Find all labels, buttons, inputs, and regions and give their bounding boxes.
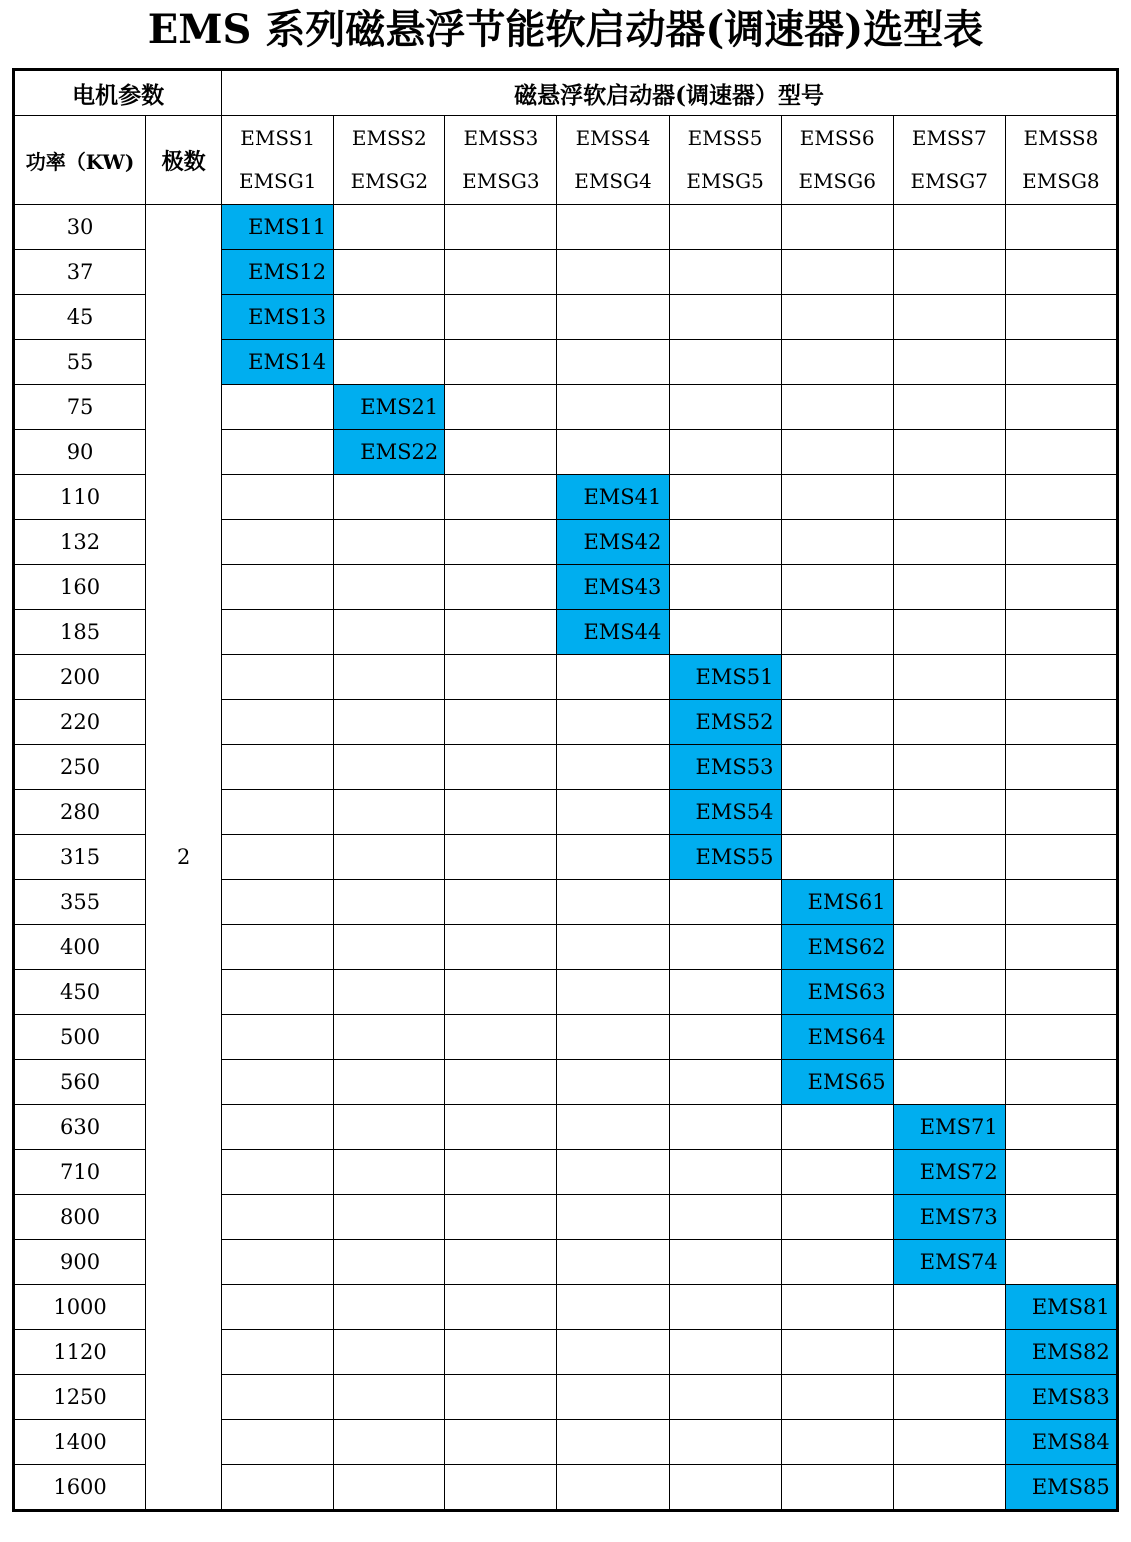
series-s-label: EMSS1: [240, 126, 316, 150]
model-cell-empty: [669, 610, 781, 655]
model-cell-empty: [557, 1330, 669, 1375]
model-cell-empty: [893, 1420, 1005, 1465]
model-cell-empty: [557, 385, 669, 430]
power-cell: 355: [14, 880, 146, 925]
model-cell-empty: [1005, 835, 1117, 880]
model-cell-empty: [222, 1465, 334, 1511]
page-title: EMS 系列磁悬浮节能软启动器(调速器)选型表: [147, 6, 984, 53]
model-cell-empty: [669, 1150, 781, 1195]
model-cell-empty: [1005, 700, 1117, 745]
model-cell-selected: EMS64: [781, 1015, 893, 1060]
model-cell-empty: [669, 925, 781, 970]
model-cell-empty: [557, 430, 669, 475]
model-column-header: [557, 116, 669, 205]
model-cell-selected: EMS43: [557, 565, 669, 610]
model-cell-empty: [1005, 1105, 1117, 1150]
model-cell-empty: [1005, 385, 1117, 430]
model-cell-empty: [893, 1285, 1005, 1330]
model-cell-empty: [334, 745, 445, 790]
model-cell-empty: [669, 430, 781, 475]
model-cell-selected: EMS22: [334, 430, 445, 475]
model-cell-empty: [1005, 520, 1117, 565]
model-cell-empty: [669, 385, 781, 430]
model-cell-empty: [1005, 1195, 1117, 1240]
model-cell-empty: [445, 880, 557, 925]
model-cell-empty: [557, 970, 669, 1015]
model-cell-selected: EMS13: [222, 295, 334, 340]
model-column-header: [1005, 116, 1117, 205]
model-cell-empty: [893, 1060, 1005, 1105]
power-cell: 250: [14, 745, 146, 790]
model-cell-selected: EMS72: [893, 1150, 1005, 1195]
power-cell: 185: [14, 610, 146, 655]
model-cell-empty: [781, 655, 893, 700]
model-cell-empty: [445, 1150, 557, 1195]
pole-cell: 2: [146, 205, 222, 1511]
model-cell-empty: [781, 610, 893, 655]
header-row-2: [14, 116, 1118, 205]
pole-header: 极数: [146, 116, 222, 205]
model-cell-empty: [445, 475, 557, 520]
model-cell-empty: [222, 970, 334, 1015]
power-cell: 90: [14, 430, 146, 475]
model-cell-empty: [445, 1420, 557, 1465]
model-cell-empty: [781, 295, 893, 340]
model-cell-empty: [1005, 430, 1117, 475]
model-cell-empty: [669, 1420, 781, 1465]
model-cell-selected: EMS53: [669, 745, 781, 790]
model-cell-empty: [669, 1060, 781, 1105]
model-cell-empty: [669, 340, 781, 385]
model-cell-empty: [893, 250, 1005, 295]
model-cell-empty: [781, 1195, 893, 1240]
power-cell: 1250: [14, 1375, 146, 1420]
model-cell-empty: [557, 1285, 669, 1330]
model-cell-empty: [445, 1015, 557, 1060]
model-cell-empty: [893, 880, 1005, 925]
series-g-label: EMSG1: [238, 169, 317, 193]
model-cell-empty: [669, 250, 781, 295]
series-g-label: EMSG4: [574, 169, 652, 193]
model-cell-empty: [1005, 880, 1117, 925]
model-cell-selected: EMS41: [557, 475, 669, 520]
model-cell-empty: [222, 430, 334, 475]
model-cell-empty: [893, 340, 1005, 385]
power-cell: 280: [14, 790, 146, 835]
model-cell-empty: [334, 655, 445, 700]
power-header: 功率（KW): [14, 116, 146, 205]
series-g-label: EMSG2: [350, 169, 429, 193]
model-cell-empty: [893, 1015, 1005, 1060]
model-cell-empty: [781, 1330, 893, 1375]
power-cell: 1120: [14, 1330, 146, 1375]
model-cell-selected: EMS81: [1005, 1285, 1117, 1330]
model-cell-empty: [893, 790, 1005, 835]
model-cell-empty: [893, 520, 1005, 565]
model-cell-empty: [669, 880, 781, 925]
model-cell-empty: [557, 700, 669, 745]
series-g-label: EMSG5: [686, 169, 764, 193]
model-cell-empty: [557, 1465, 669, 1511]
series-g-label: EMSG8: [1022, 169, 1100, 193]
model-cell-empty: [781, 1420, 893, 1465]
model-cell-empty: [557, 835, 669, 880]
model-cell-empty: [445, 295, 557, 340]
model-cell-empty: [669, 565, 781, 610]
model-cell-empty: [334, 835, 445, 880]
model-cell-empty: [222, 385, 334, 430]
model-cell-selected: EMS14: [222, 340, 334, 385]
model-cell-empty: [781, 1150, 893, 1195]
power-cell: 45: [14, 295, 146, 340]
model-cell-empty: [781, 1105, 893, 1150]
model-cell-empty: [445, 520, 557, 565]
series-g-label: EMSG6: [798, 169, 876, 193]
model-cell-empty: [557, 1375, 669, 1420]
power-cell: 132: [14, 520, 146, 565]
model-cell-empty: [445, 250, 557, 295]
model-cell-empty: [893, 1330, 1005, 1375]
model-cell-empty: [334, 925, 445, 970]
model-cell-empty: [557, 745, 669, 790]
table-row: [14, 205, 1118, 250]
model-cell-empty: [222, 1060, 334, 1105]
model-cell-empty: [445, 1060, 557, 1105]
model-cell-empty: [334, 1285, 445, 1330]
model-cell-empty: [669, 970, 781, 1015]
model-cell-empty: [781, 565, 893, 610]
model-cell-empty: [1005, 1015, 1117, 1060]
model-cell-empty: [893, 610, 1005, 655]
model-cell-empty: [557, 1150, 669, 1195]
model-cell-empty: [222, 700, 334, 745]
model-cell-selected: EMS12: [222, 250, 334, 295]
series-s-label: EMSS2: [351, 126, 427, 150]
model-cell-empty: [334, 1060, 445, 1105]
model-cell-empty: [669, 1375, 781, 1420]
power-cell: 220: [14, 700, 146, 745]
model-cell-empty: [781, 700, 893, 745]
model-cell-empty: [1005, 1060, 1117, 1105]
model-cell-empty: [893, 295, 1005, 340]
model-column-header: [334, 116, 445, 205]
power-cell: 30: [14, 205, 146, 250]
power-cell: 75: [14, 385, 146, 430]
model-cell-empty: [781, 205, 893, 250]
model-cell-empty: [557, 1015, 669, 1060]
motor-params-header: 电机参数: [14, 70, 222, 116]
model-cell-empty: [669, 295, 781, 340]
model-cell-empty: [893, 475, 1005, 520]
model-cell-empty: [893, 655, 1005, 700]
model-cell-empty: [222, 1420, 334, 1465]
model-cell-empty: [334, 1195, 445, 1240]
model-cell-empty: [334, 970, 445, 1015]
model-cell-empty: [334, 340, 445, 385]
model-cell-empty: [222, 475, 334, 520]
model-cell-empty: [334, 700, 445, 745]
model-cell-empty: [893, 205, 1005, 250]
series-s-label: EMSS5: [687, 126, 763, 150]
model-cell-empty: [222, 880, 334, 925]
model-cell-empty: [222, 610, 334, 655]
model-cell-empty: [669, 1015, 781, 1060]
model-cell-empty: [669, 1330, 781, 1375]
model-cell-empty: [781, 475, 893, 520]
model-cell-empty: [557, 205, 669, 250]
model-cell-empty: [781, 1285, 893, 1330]
model-cell-empty: [893, 835, 1005, 880]
model-cell-empty: [557, 1420, 669, 1465]
model-cell-selected: EMS84: [1005, 1420, 1117, 1465]
model-cell-empty: [222, 1195, 334, 1240]
model-cell-empty: [445, 1375, 557, 1420]
power-cell: 160: [14, 565, 146, 610]
model-cell-selected: EMS63: [781, 970, 893, 1015]
model-cell-empty: [222, 1150, 334, 1195]
model-cell-empty: [1005, 475, 1117, 520]
model-cell-empty: [557, 790, 669, 835]
model-cell-empty: [334, 295, 445, 340]
model-cell-empty: [334, 565, 445, 610]
model-cell-empty: [1005, 340, 1117, 385]
model-cell-empty: [1005, 745, 1117, 790]
model-cell-empty: [1005, 250, 1117, 295]
model-cell-empty: [893, 970, 1005, 1015]
model-cell-empty: [1005, 925, 1117, 970]
model-cell-empty: [781, 520, 893, 565]
model-cell-empty: [893, 1465, 1005, 1511]
model-cell-empty: [1005, 295, 1117, 340]
model-column-header: [781, 116, 893, 205]
model-cell-empty: [893, 430, 1005, 475]
model-cell-selected: EMS85: [1005, 1465, 1117, 1511]
power-cell: 800: [14, 1195, 146, 1240]
header-row-1: [14, 70, 1118, 116]
model-cell-empty: [557, 1060, 669, 1105]
model-column-header: [669, 116, 781, 205]
series-s-label: EMSS6: [799, 126, 875, 150]
model-cell-empty: [334, 790, 445, 835]
model-cell-selected: EMS65: [781, 1060, 893, 1105]
model-cell-empty: [557, 880, 669, 925]
model-cell-empty: [557, 1240, 669, 1285]
model-column-header: [222, 116, 334, 205]
model-cell-empty: [222, 655, 334, 700]
power-cell: 200: [14, 655, 146, 700]
model-cell-empty: [445, 385, 557, 430]
model-cell-empty: [445, 205, 557, 250]
model-cell-empty: [781, 340, 893, 385]
model-cell-empty: [222, 1330, 334, 1375]
model-cell-empty: [669, 475, 781, 520]
model-cell-empty: [557, 295, 669, 340]
model-cell-empty: [781, 745, 893, 790]
table-body: [14, 70, 1118, 1511]
model-cell-empty: [1005, 1240, 1117, 1285]
model-cell-empty: [669, 1465, 781, 1511]
model-cell-empty: [334, 205, 445, 250]
power-cell: 37: [14, 250, 146, 295]
model-cell-empty: [334, 1420, 445, 1465]
model-cell-selected: EMS73: [893, 1195, 1005, 1240]
model-cell-selected: EMS11: [222, 205, 334, 250]
model-cell-empty: [1005, 565, 1117, 610]
model-cell-selected: EMS44: [557, 610, 669, 655]
model-cell-empty: [445, 1465, 557, 1511]
model-cell-empty: [222, 1015, 334, 1060]
model-cell-selected: EMS61: [781, 880, 893, 925]
model-cell-empty: [445, 745, 557, 790]
model-cell-empty: [781, 250, 893, 295]
model-cell-empty: [1005, 1150, 1117, 1195]
model-cell-selected: EMS74: [893, 1240, 1005, 1285]
model-cell-empty: [669, 1240, 781, 1285]
series-s-label: EMSS7: [911, 126, 987, 150]
model-cell-empty: [893, 745, 1005, 790]
model-cell-empty: [781, 835, 893, 880]
power-cell: 110: [14, 475, 146, 520]
model-cell-empty: [557, 340, 669, 385]
model-cell-empty: [222, 1375, 334, 1420]
model-cell-empty: [893, 700, 1005, 745]
model-cell-selected: EMS71: [893, 1105, 1005, 1150]
series-s-label: EMSS4: [575, 126, 651, 150]
model-cell-empty: [669, 520, 781, 565]
power-cell: 560: [14, 1060, 146, 1105]
model-cell-selected: EMS82: [1005, 1330, 1117, 1375]
model-cell-empty: [893, 925, 1005, 970]
model-cell-empty: [557, 655, 669, 700]
model-cell-selected: EMS51: [669, 655, 781, 700]
model-column-header: [893, 116, 1005, 205]
model-cell-empty: [445, 700, 557, 745]
power-cell: 900: [14, 1240, 146, 1285]
model-cell-empty: [222, 925, 334, 970]
power-cell: 315: [14, 835, 146, 880]
model-cell-empty: [334, 1150, 445, 1195]
model-cell-empty: [781, 430, 893, 475]
power-cell: 710: [14, 1150, 146, 1195]
model-cell-empty: [1005, 610, 1117, 655]
model-cell-empty: [781, 1375, 893, 1420]
model-group-header: 磁悬浮软启动器(调速器）型号: [222, 70, 1118, 116]
model-cell-empty: [222, 565, 334, 610]
selection-table: [12, 68, 1119, 1512]
model-cell-empty: [334, 520, 445, 565]
model-cell-empty: [334, 1465, 445, 1511]
model-cell-empty: [334, 1105, 445, 1150]
series-g-label: EMSG3: [462, 169, 540, 193]
model-cell-empty: [445, 835, 557, 880]
model-cell-empty: [334, 610, 445, 655]
power-cell: 1600: [14, 1465, 146, 1511]
model-cell-empty: [781, 790, 893, 835]
power-cell: 500: [14, 1015, 146, 1060]
model-cell-empty: [445, 925, 557, 970]
model-cell-empty: [445, 1195, 557, 1240]
model-cell-empty: [669, 1105, 781, 1150]
model-cell-empty: [557, 925, 669, 970]
series-s-label: EMSS8: [1023, 126, 1099, 150]
model-cell-empty: [557, 250, 669, 295]
model-cell-empty: [222, 745, 334, 790]
model-cell-empty: [222, 520, 334, 565]
model-cell-selected: EMS83: [1005, 1375, 1117, 1420]
model-cell-empty: [445, 790, 557, 835]
model-cell-empty: [445, 1285, 557, 1330]
model-cell-empty: [445, 1240, 557, 1285]
model-cell-empty: [334, 1330, 445, 1375]
model-cell-empty: [1005, 205, 1117, 250]
series-g-label: EMSG7: [910, 169, 989, 193]
model-cell-empty: [781, 385, 893, 430]
model-cell-empty: [893, 1375, 1005, 1420]
model-cell-empty: [1005, 655, 1117, 700]
power-cell: 1000: [14, 1285, 146, 1330]
model-cell-empty: [781, 1240, 893, 1285]
model-cell-empty: [893, 565, 1005, 610]
model-cell-selected: EMS52: [669, 700, 781, 745]
power-cell: 1400: [14, 1420, 146, 1465]
model-cell-empty: [445, 340, 557, 385]
model-cell-empty: [669, 1285, 781, 1330]
model-cell-empty: [445, 1330, 557, 1375]
model-cell-empty: [1005, 970, 1117, 1015]
model-cell-empty: [445, 565, 557, 610]
power-cell: 55: [14, 340, 146, 385]
series-s-label: EMSS3: [463, 126, 539, 150]
power-cell: 400: [14, 925, 146, 970]
model-cell-empty: [222, 1240, 334, 1285]
model-cell-empty: [334, 475, 445, 520]
model-cell-empty: [334, 250, 445, 295]
model-cell-empty: [557, 1195, 669, 1240]
model-cell-selected: EMS54: [669, 790, 781, 835]
model-cell-empty: [557, 1105, 669, 1150]
model-cell-empty: [669, 205, 781, 250]
model-cell-empty: [669, 1195, 781, 1240]
model-cell-empty: [222, 1285, 334, 1330]
model-cell-empty: [334, 1240, 445, 1285]
model-cell-empty: [445, 1105, 557, 1150]
model-cell-selected: EMS62: [781, 925, 893, 970]
model-column-header: [445, 116, 557, 205]
power-cell: 450: [14, 970, 146, 1015]
model-cell-selected: EMS55: [669, 835, 781, 880]
model-cell-empty: [445, 430, 557, 475]
model-cell-empty: [222, 790, 334, 835]
model-cell-empty: [445, 610, 557, 655]
model-cell-empty: [222, 835, 334, 880]
model-cell-empty: [781, 1465, 893, 1511]
model-cell-empty: [334, 1375, 445, 1420]
model-cell-empty: [334, 1015, 445, 1060]
model-cell-selected: EMS42: [557, 520, 669, 565]
model-cell-empty: [445, 970, 557, 1015]
model-cell-selected: EMS21: [334, 385, 445, 430]
model-cell-empty: [445, 655, 557, 700]
model-cell-empty: [1005, 790, 1117, 835]
model-cell-empty: [893, 385, 1005, 430]
model-cell-empty: [334, 880, 445, 925]
power-cell: 630: [14, 1105, 146, 1150]
model-cell-empty: [222, 1105, 334, 1150]
